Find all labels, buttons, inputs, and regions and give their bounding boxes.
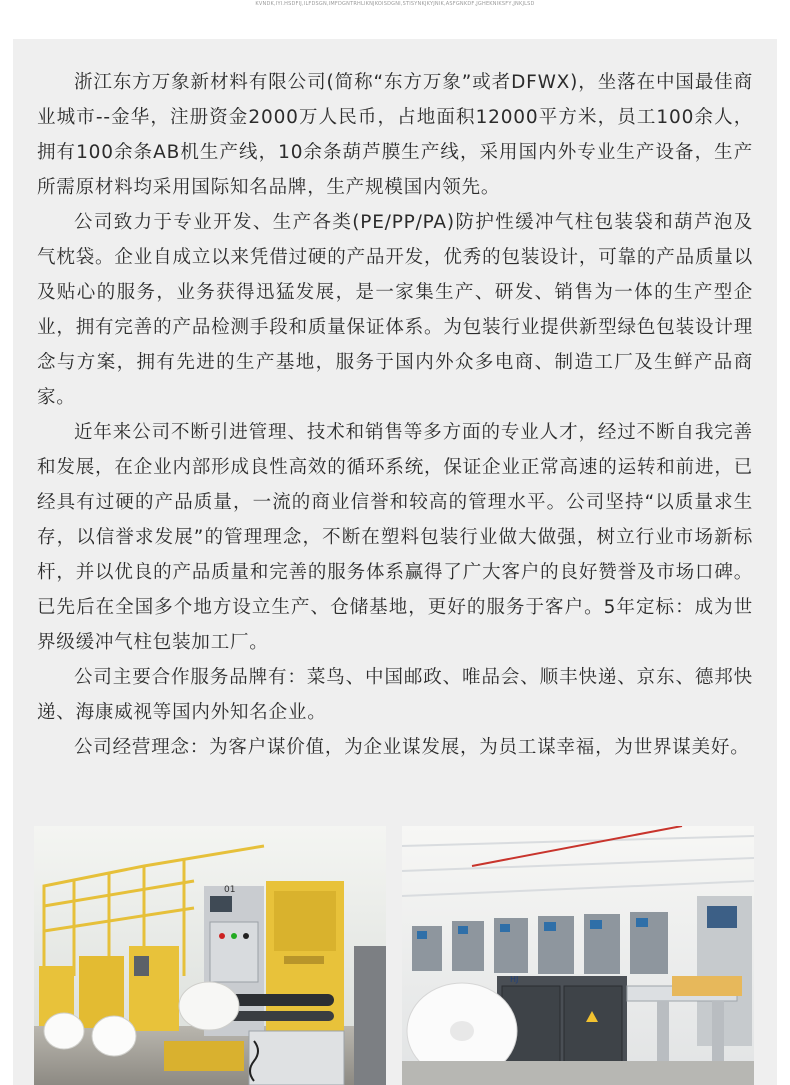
company-intro-panel xyxy=(13,39,777,1085)
intro-paragraph-2: 公司致力于专业开发、生产各类(PE/PP/PA)防护性缓冲气柱包装袋和葫芦泡及气枕袋。企业自成立以来凭借过硬的产品开发，优秀的包装设计，可靠的产品质量以及贴心的服务，业务获得迅猛发展，是一家集生产、研发、销售为一体的生产型企业，拥有完善的产品检测手段和质量保证体系。为包装行业提供新型绿色包装设计理念与方案，拥有先进的生产基地，服务于国内外众多电商、制造工厂及生鲜产品商家。 xyxy=(37,212,753,408)
intro-paragraph-5: 公司经营理念：为客户谋价值，为企业谋发展，为员工谋幸福，为世界谋美好。 xyxy=(74,737,750,758)
machine-brand-text: HJ xyxy=(510,975,519,984)
factory-illustration-left xyxy=(34,826,386,1085)
intro-text xyxy=(37,65,753,765)
factory-photo-right xyxy=(402,826,754,1085)
machine-panel-number: 01 xyxy=(224,885,236,895)
intro-paragraph-4: 公司主要合作服务品牌有：菜鸟、中国邮政、唯品会、顺丰快递、京东、德邦快递、海康威视等国内外知名企业。 xyxy=(37,667,753,723)
factory-photo-left xyxy=(34,826,386,1085)
intro-paragraph-3: 近年来公司不断引进管理、技术和销售等多方面的专业人才，经过不断自我完善和发展，在企业内部形成良性高效的循环系统，保证企业正常高速的运转和前进，已经具有过硬的产品质量，一流的商业信誉和较高的管理水平。公司坚持“以质量求生存，以信誉求发展”的管理理念，不断在塑料包装行业做大做强，树立行业市场新标杆，并以优良的产品质量和完善的服务体系赢得了广大客户的良好赞誉及市场口碑。已先后在全国多个地方设立生产、仓储基地，更好的服务于客户。5年定标：成为世界级缓冲气柱包装加工厂。 xyxy=(37,422,753,653)
factory-illustration-right xyxy=(402,826,754,1085)
header-tiny-text: KVNDK,IYI.HSDFIJ,ILFDSGN,IMFDGNTRHLIKNJKOISDGNI,STISYNKJKYJNIK,ASFGNKDF,JGHEKNIKSFY,JNKJLSD xyxy=(255,1,535,7)
intro-paragraph-1: 浙江东方万象新材料有限公司(简称“东方万象”或者DFWX)，坐落在中国最佳商业城市--金华，注册资金2000万人民币，占地面积12000平方米，员工100余人，拥有100余条AB机生产线，10余条葫芦膜生产线，采用国内外专业生产设备，生产所需原材料均采用国际知名品牌，生产规模国内领先。 xyxy=(37,72,753,198)
